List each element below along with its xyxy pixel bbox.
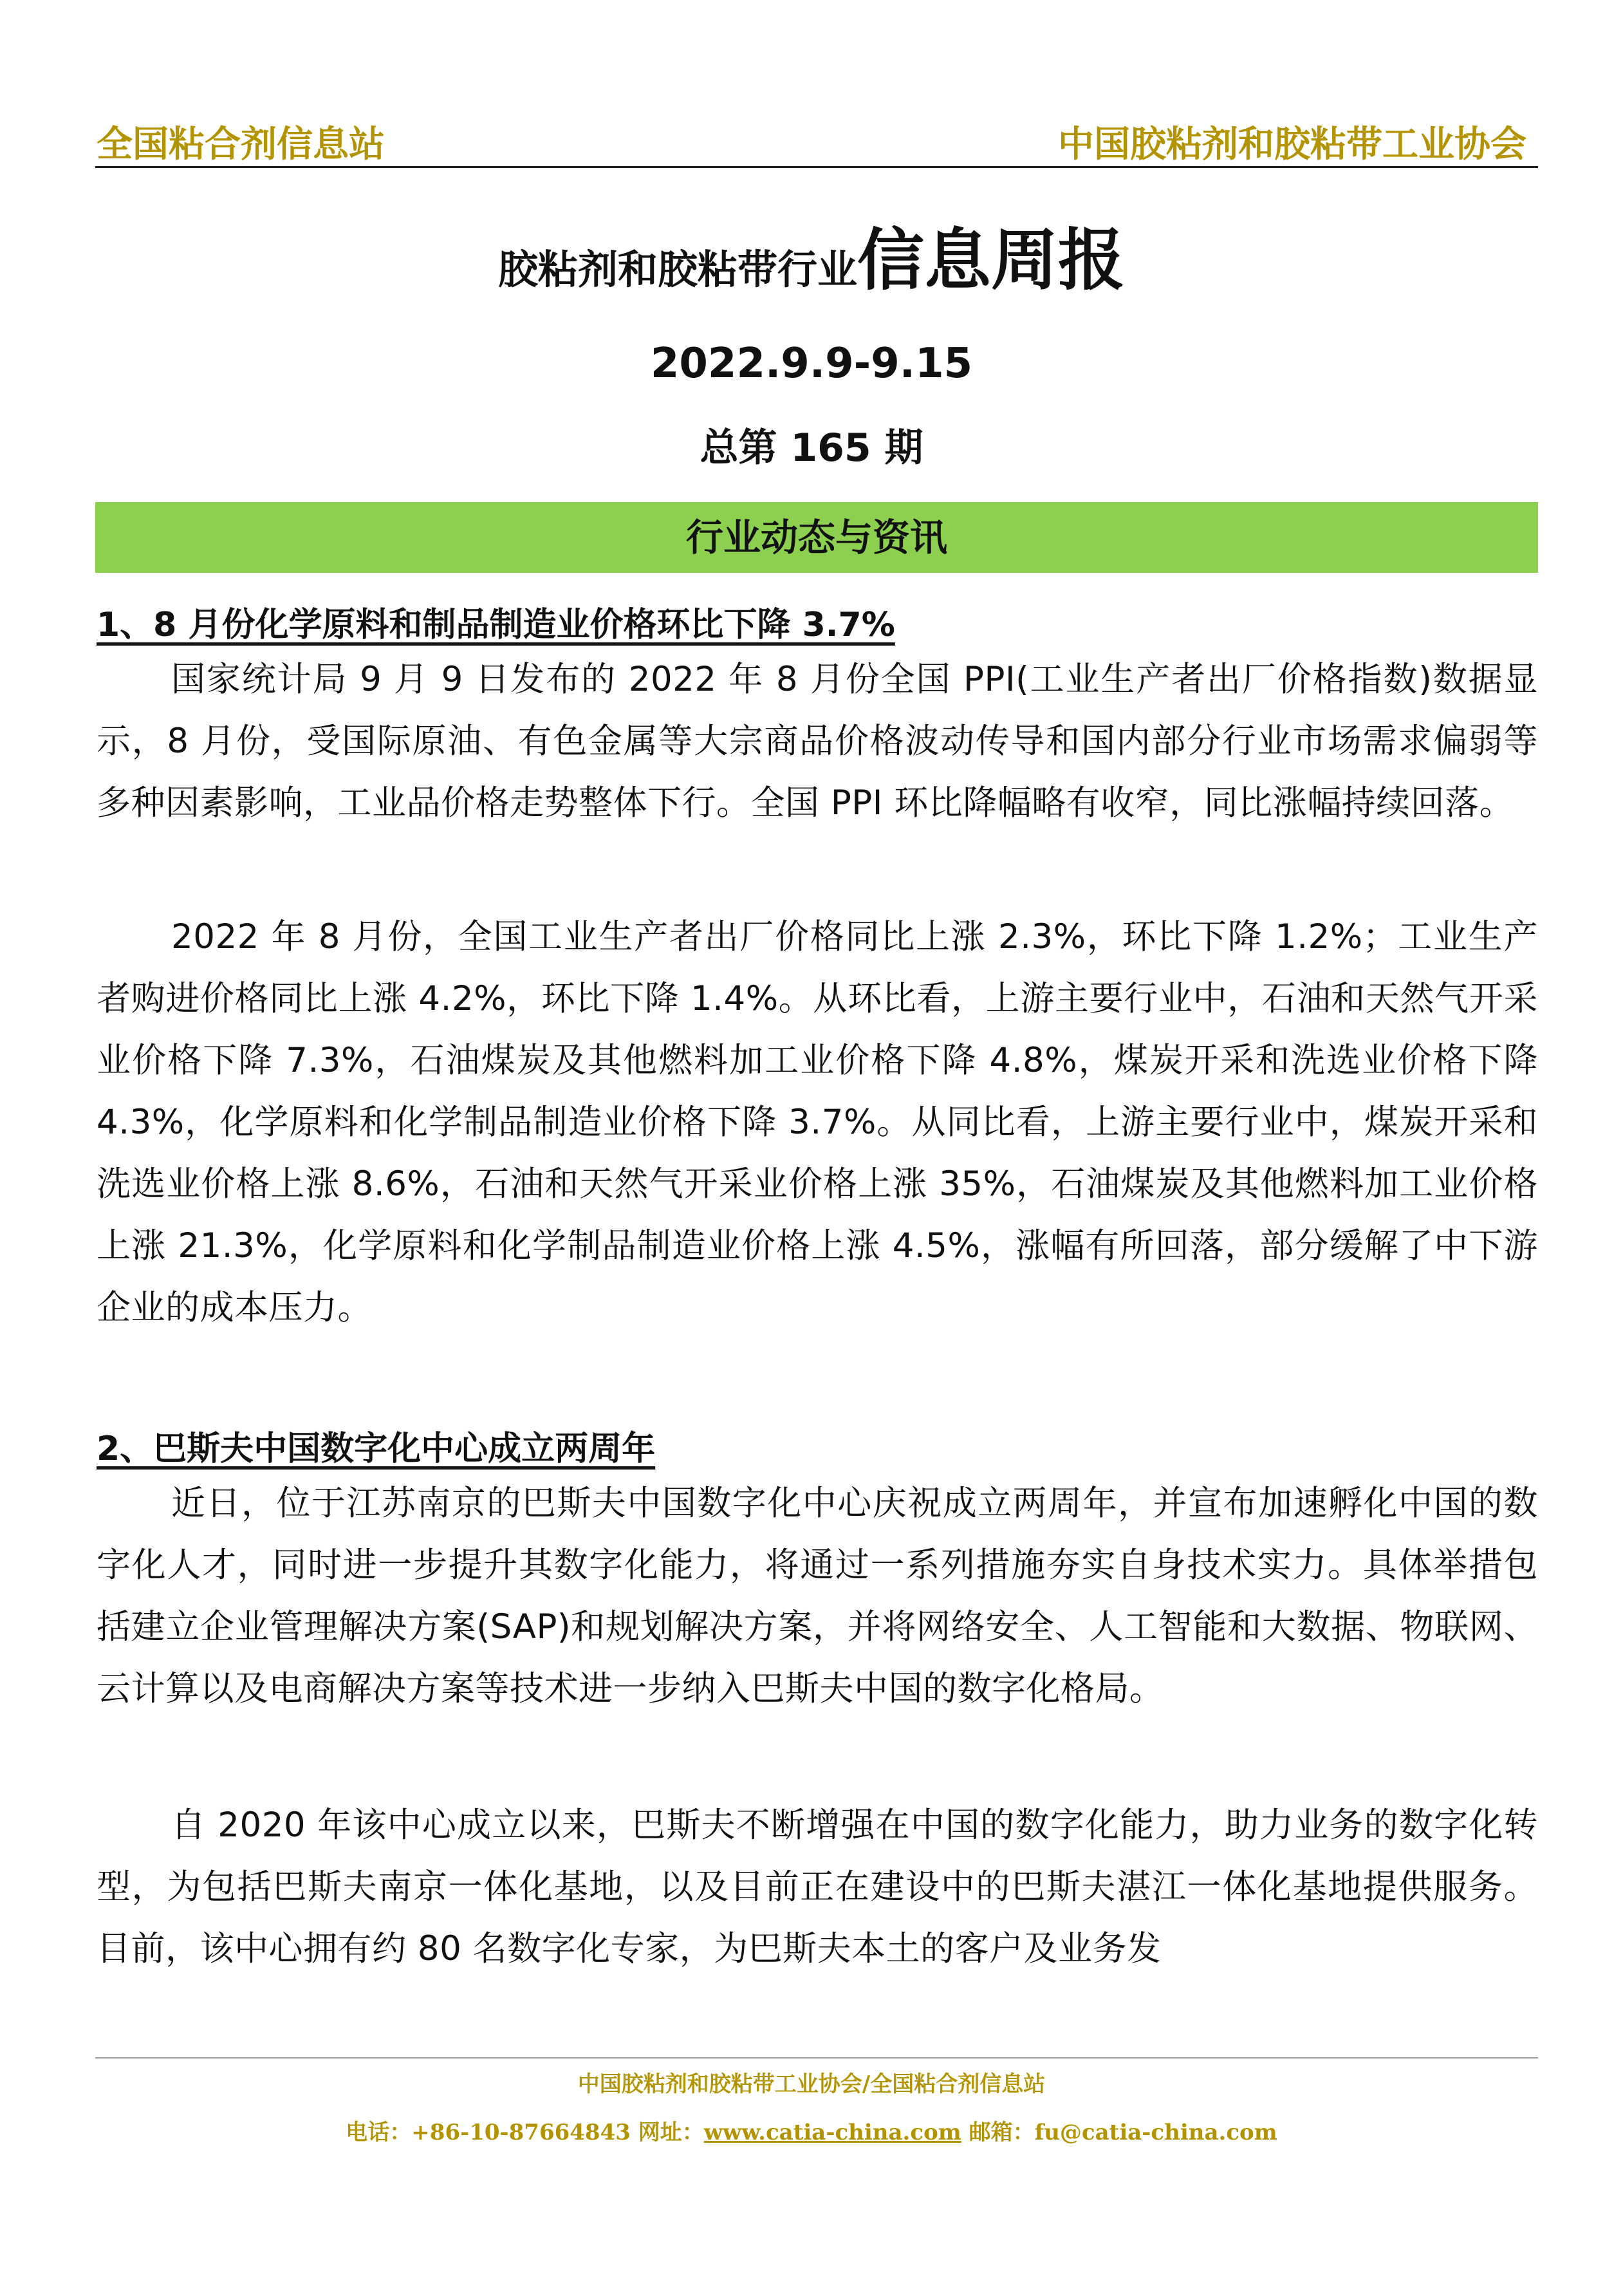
article-2-paragraph-2: 自 2020 年该中心成立以来，巴斯夫不断增强在中国的数字化能力，助力业务的数字化转型，为包括巴斯夫南京一体化基地，以及目前正在建设中的巴斯夫湛江一体化基地提供服务。目前，该中心拥有约 80 名数字化专家，为巴斯夫本土的客户及业务发 [97,1806,1538,1968]
footer-email: 邮箱：fu@catia-china.com [961,2120,1277,2145]
article-1-heading: 1、8 月份化学原料和制品制造业价格环比下降 3.7% [97,606,895,644]
article-1-paragraph-1: 国家统计局 9 月 9 日发布的 2022 年 8 月份全国 PPI(工业生产者出厂价格指数)数据显示，8 月份，受国际原油、有色金属等大宗商品价格波动传导和国内部分行业市场需求偏弱等多种因素影响，工业品价格走势整体下行。全国 PPI 环比降幅略有收窄，同比涨幅持续回落。 [97,660,1538,823]
article-2-paragraph-1: 近日，位于江苏南京的巴斯夫中国数字化中心庆祝成立两周年，并宣布加速孵化中国的数字化人才，同时进一步提升其数字化能力，将通过一系列措施夯实自身技术实力。具体举措包括建立企业管理解决方案(SAP)和规划解决方案，并将网络安全、人工智能和大数据、物联网、云计算以及电商解决方案等技术进一步纳入巴斯夫中国的数字化格局。 [97,1484,1538,1708]
article-2-heading: 2、巴斯夫中国数字化中心成立两周年 [97,1430,656,1468]
date-range: 2022.9.9-9.15 [650,340,973,387]
footer-contact [0,2114,1623,2146]
title-prefix: 胶粘剂和胶粘带行业 [497,246,857,293]
footer-website-link[interactable]: www.catia-china.com [703,2120,961,2145]
footer-phone: 电话：+86-10-87664843 网址： [346,2120,704,2145]
footer-organizations: 中国胶粘剂和胶粘带工业协会/全国粘合剂信息站 [577,2071,1046,2097]
section-banner-label: 行业动态与资讯 [685,516,947,559]
header-divider [95,166,1538,168]
header-association-name: 中国胶粘剂和胶粘带工业协会 [1058,123,1526,165]
title-main: 信息周报 [857,221,1126,299]
section-banner [95,502,1538,573]
header-site-name: 全国粘合剂信息站 [97,123,385,165]
page-title [0,206,1623,303]
footer-divider [95,2057,1538,2058]
issue-number: 总第 165 期 [700,425,923,471]
article-1-paragraph-2: 2022 年 8 月份，全国工业生产者出厂价格同比上涨 2.3%，环比下降 1.2%；工业生产者购进价格同比上涨 4.2%，环比下降 1.4%。从环比看，上游主要行业中，石油和天然气开采业价格下降 7.3%，石油煤炭及其他燃料加工业价格下降 4.8%，煤炭开采和洗选业价格下降 4.3%，化学原料和化学制品制造业价格下降 3.7%。从同比看，上游主要行业中，煤炭开采和洗选业价格上涨 8.6%，石油和天然气开采业价格上涨 35%，石油煤炭及其他燃料加工业价格上涨 21.3%，化学原料和化学制品制造业价格上涨 4.5%，涨幅有所回落，部分缓解了中下游企业的成本压力。 [97,917,1538,1327]
